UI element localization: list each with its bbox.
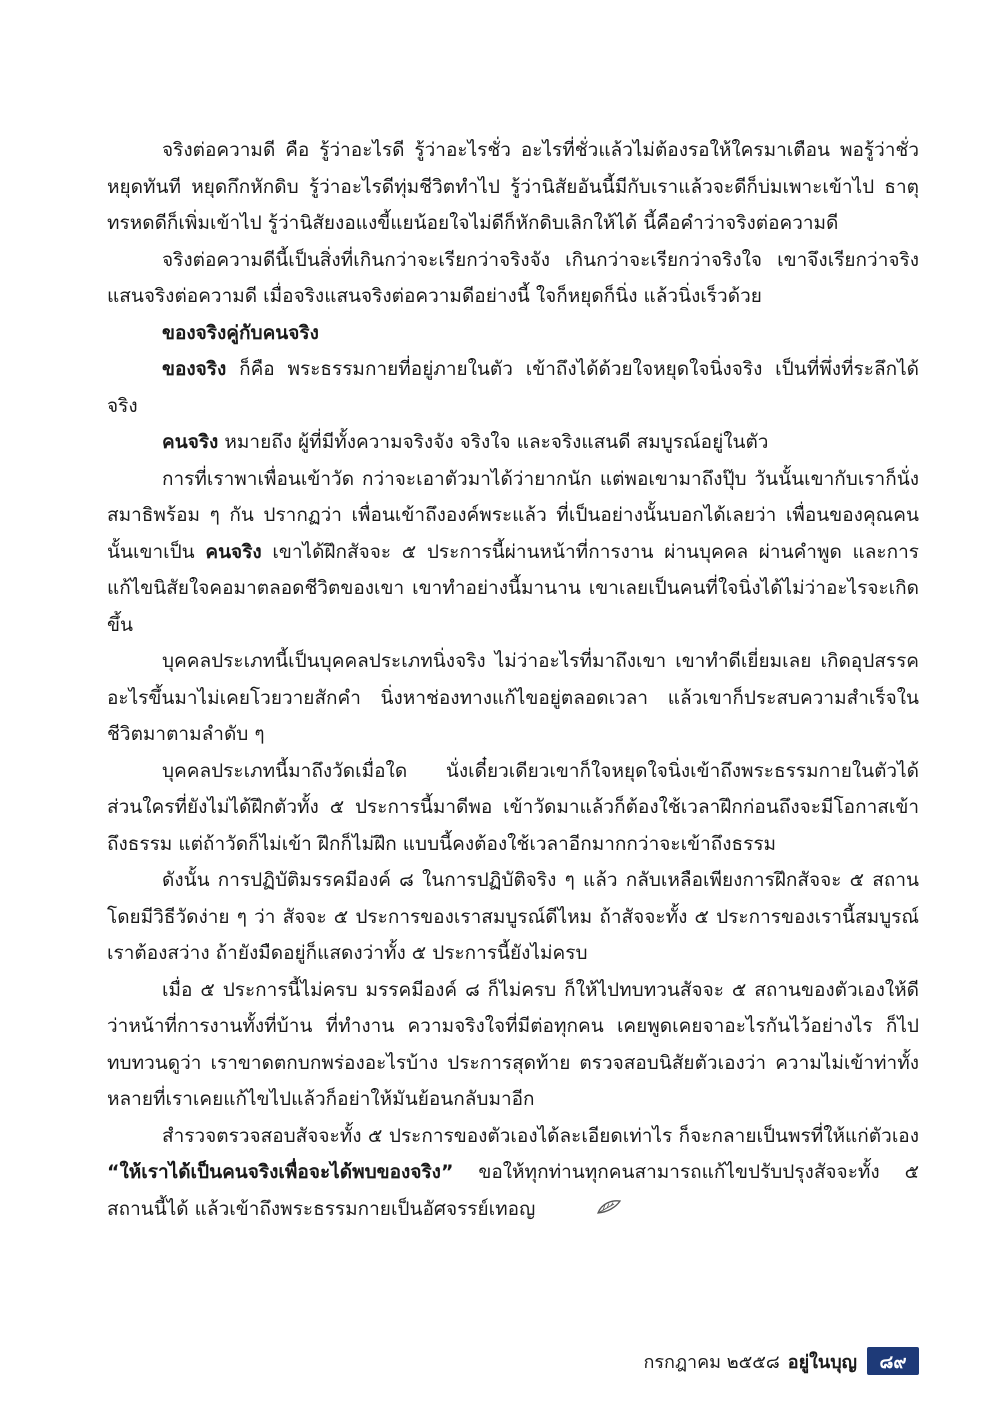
paragraph-3 (107, 351, 919, 424)
paragraph-1: จริงต่อความดี คือ รู้ว่าอะไรดี รู้ว่าอะไรชั่ว อะไรที่ชั่วแล้วไม่ต้องรอให้ใครมาเตือน พอรู้ว่าชั่วหยุดทันที หยุดกึกหักดิบ รู้ว่าอะไรดีทุ่มชีวิตทำไป รู้ว่านิสัยอันนี้มีกับเราแล้วจะดีก็บ่มเพาะเข้าไป ธาตุทรหดดีก็เพิ่มเข้าไป รู้ว่านิสัยงอแงขี้แยน้อยใจไม่ดีก็หักดิบเลิกให้ได้ นี้คือคำว่าจริงต่อความดี (107, 139, 919, 234)
paragraph-8: ดังนั้น การปฏิบัติมรรคมีองค์ ๘ ในการปฏิบัติจริง ๆ แล้ว กลับเหลือเพียงการฝึกสัจจะ ๕ สถาน โดยมีวิธีวัดง่าย ๆ ว่า สัจจะ ๕ ประการของเราสมบูรณ์ดีไหม ถ้าสัจจะทั้ง ๕ ประการของเรานี้สมบูรณ์ เราต้องสว่าง ถ้ายังมืดอยู่ก็แสดงว่าทั้ง ๕ ประการนี้ยังไม่ครบ (107, 869, 919, 964)
paragraph-5 (107, 461, 919, 644)
footer-date: กรกฎาคม ๒๕๕๘ (643, 1351, 780, 1373)
magazine-name: อยู่ในบุญ (787, 1351, 857, 1373)
paragraph-6: บุคคลประเภทนี้เป็นบุคคลประเภทนิ่งจริง ไม่ว่าอะไรที่มาถึงเขา เขาทำดีเยี่ยมเลย เกิดอุปสรรคอะไรขึ้นมาไม่เคยโวยวายสักคำ นิ่งหาช่องทางแก้ไขอยู่ตลอดเวลา แล้วเขาก็ประสบความสำเร็จในชีวิตมาตามลำดับ ๆ (107, 650, 919, 745)
article-body (107, 132, 919, 1227)
paragraph-5-part-b: เขาได้ฝึกสัจจะ ๕ ประการนี้ผ่านหน้าที่การงาน ผ่านบุคคล ผ่านคำพูด และการแก้ไขนิสัยใจคอมาตลอดชีวิตของเขา เขาทำอย่างนี้มานาน เขาเลยเป็นคนที่ใจนิ่งได้ไม่ว่าอะไรจะเกิดขึ้น (107, 540, 919, 636)
page-number-badge: ๘๙ (867, 1347, 919, 1375)
paragraph-9: เมื่อ ๕ ประการนี้ไม่ครบ มรรคมีองค์ ๘ ก็ไม่ครบ ก็ให้ไปทบทวนสัจจะ ๕ สถานของตัวเองให้ดี ว่าหน้าที่การงานทั้งที่บ้าน ที่ทำงาน ความจริงใจที่มีต่อทุกคน เคยพูดเคยจาอะไรกันไว้อย่างไร ก็ไปทบทวนดูว่า เราขาดตกบกพร่องอะไรบ้าง ประการสุดท้าย ตรวจสอบนิสัยตัวเองว่า ความไม่เข้าท่าทั้งหลายที่เราเคยแก้ไขไปแล้วก็อย่าให้มันย้อนกลับมาอีก (107, 978, 919, 1110)
paragraph-5-bold: คนจริง (205, 540, 262, 563)
page-footer (643, 1346, 919, 1376)
section-heading: ของจริงคู่กับคนจริง (162, 321, 319, 344)
paragraph-5-part-a: การที่เราพาเพื่อนเข้าวัด กว่าจะเอาตัวมาได้ว่ายากนัก แต่พอเขามาถึงปุ๊บ วันนั้นเขากับเราก็นั่งสมาธิพร้อม ๆ กัน ปรากฏว่า เพื่อนเข้าถึงองค์พระแล้ว ที่เป็นอย่างนั้นบอกได้เลยว่า เพื่อนของคุณคนนั้นเขาเป็น (107, 467, 919, 563)
paragraph-7: บุคคลประเภทนี้มาถึงวัดเมื่อใด นั่งเดี๋ยวเดียวเขาก็ใจหยุดใจนิ่งเข้าถึงพระธรรมกายในตัวได้ ส่วนใครที่ยังไม่ได้ฝึกตัวทั้ง ๕ ประการนี้มาดีพอ เข้าวัดมาแล้วก็ต้องใช้เวลาฝึกก่อนถึงจะมีโอกาสเข้าถึงธรรม แต่ถ้าวัดก็ไม่เข้า ฝึกก็ไม่ฝึก แบบนี้คงต้องใช้เวลาอีกมากกว่าจะเข้าถึงธรรม (107, 759, 919, 855)
paragraph-10-part-a: สำรวจตรวจสอบสัจจะทั้ง ๕ ประการของตัวเองได้ละเอียดเท่าไร ก็จะกลายเป็นพรที่ให้แก่ตัวเอง (162, 1124, 919, 1147)
paragraph-4 (107, 424, 919, 461)
paragraph-3-text: ก็คือ พระธรรมกายที่อยู่ภายในตัว เข้าถึงได้ด้วยใจหยุดใจนิ่งจริง เป็นที่พึ่งที่ระลึกได้จริง (107, 358, 919, 417)
paragraph-2: จริงต่อความดีนี้เป็นสิ่งที่เกินกว่าจะเรียกว่าจริงจัง เกินกว่าจะเรียกว่าจริงใจ เขาจึงเรียกว่าจริงแสนจริงต่อความดี เมื่อจริงแสนจริงต่อความดีอย่างนี้ ใจก็หยุดก็นิ่ง แล้วนิ่งเร็วด้วย (107, 248, 919, 307)
paragraph-10 (107, 1118, 919, 1228)
leaf-icon (541, 1191, 622, 1228)
term-real-thing: ของจริง (162, 358, 227, 380)
paragraph-4-text: หมายถึง ผู้ที่มีทั้งความจริงจัง จริงใจ และจริงแสนดี สมบูรณ์อยู่ในตัว (218, 431, 769, 453)
term-real-person: คนจริง (162, 431, 219, 453)
paragraph-10-quote: “ให้เราได้เป็นคนจริงเพื่อจะได้พบของจริง” (107, 1161, 454, 1183)
paragraph-10-part-b: ขอให้ทุกท่านทุกคนสามารถแก้ไขปรับปรุงสัจจะทั้ง ๕ สถานนี้ได้ แล้วเข้าถึงพระธรรมกายเป็นอัศจรรย์เทอญ (107, 1161, 919, 1220)
